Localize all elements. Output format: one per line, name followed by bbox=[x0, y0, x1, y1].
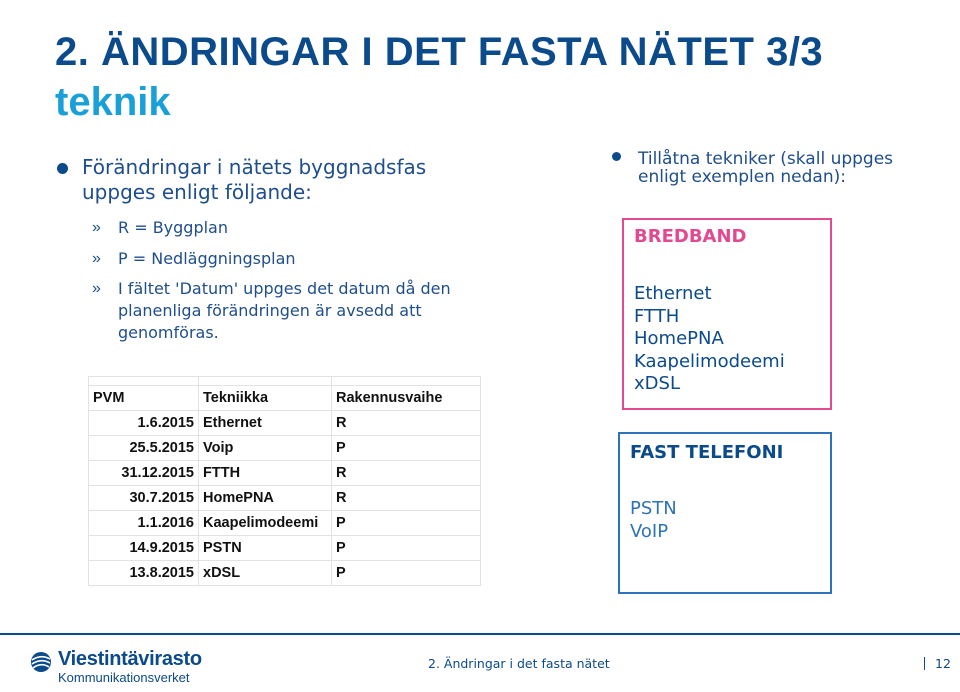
example-spreadsheet bbox=[88, 376, 486, 592]
list-item: VoIP bbox=[630, 520, 669, 542]
right-lead-text: Tillåtna tekniker (skall uppges enligt exemplen nedan): bbox=[638, 149, 894, 187]
table-cell: Kaapelimodeemi bbox=[199, 511, 332, 536]
table-cell: 25.5.2015 bbox=[89, 436, 199, 461]
table-row bbox=[89, 436, 481, 461]
table-cell: R bbox=[332, 411, 481, 436]
list-item-text: I fältet 'Datum' uppges det datum då den planenliga förändringen är avsedd att genomföras. bbox=[118, 279, 451, 342]
table-cell: P bbox=[332, 561, 481, 586]
table-row bbox=[89, 511, 481, 536]
table-cell: HomePNA bbox=[199, 486, 332, 511]
table-cell: 31.12.2015 bbox=[89, 461, 199, 486]
list-item bbox=[92, 248, 512, 270]
table-cell: 30.7.2015 bbox=[89, 486, 199, 511]
table-header-row bbox=[89, 386, 481, 411]
table-cell: P bbox=[332, 436, 481, 461]
table-cell: PSTN bbox=[199, 536, 332, 561]
table-row bbox=[89, 486, 481, 511]
table-row bbox=[89, 411, 481, 436]
footer-section-title: 2. Ändringar i det fasta nätet bbox=[428, 656, 610, 671]
list-item: PSTN bbox=[630, 498, 677, 519]
table-cell: R bbox=[332, 461, 481, 486]
column-header-pvm: PVM bbox=[89, 386, 199, 411]
slide-title: 2. ÄNDRINGAR I DET FASTA NÄTET 3/3 bbox=[55, 30, 824, 74]
bullet-dot-icon bbox=[612, 152, 621, 161]
list-item: Kaapelimodeemi bbox=[634, 350, 785, 372]
fixed-telephony-box bbox=[618, 432, 832, 594]
column-header-tekniikka: Tekniikka bbox=[199, 386, 332, 411]
table-cell: xDSL bbox=[199, 561, 332, 586]
table-cell: 1.6.2015 bbox=[89, 411, 199, 436]
left-lead-text: Förändringar i nätets byggnadsfas uppges enligt följande: bbox=[82, 155, 427, 204]
list-item: Ethernet bbox=[634, 283, 712, 304]
table-cell: FTTH bbox=[199, 461, 332, 486]
list-item bbox=[92, 278, 522, 344]
table-cell: 1.1.2016 bbox=[89, 511, 199, 536]
list-item bbox=[92, 217, 512, 239]
table-cell: P bbox=[332, 511, 481, 536]
chevron-marker-icon: » bbox=[92, 250, 101, 267]
globe-swoosh-icon bbox=[30, 650, 52, 674]
list-item: xDSL bbox=[634, 373, 680, 394]
fixed-telephony-heading: FAST TELEFONI bbox=[630, 442, 784, 463]
logo-name: Viestintävirasto bbox=[58, 648, 202, 670]
table-cell: R bbox=[332, 486, 481, 511]
fixed-telephony-list bbox=[630, 498, 677, 543]
table-row bbox=[89, 561, 481, 586]
footer-separator bbox=[924, 657, 925, 670]
bullet-dot-icon bbox=[57, 163, 68, 174]
table-cell: Ethernet bbox=[199, 411, 332, 436]
chevron-marker-icon: » bbox=[92, 219, 101, 236]
broadband-heading: BREDBAND bbox=[634, 226, 747, 247]
broadband-list bbox=[634, 283, 785, 396]
table-cell: 14.9.2015 bbox=[89, 536, 199, 561]
column-header-rakennusvaihe: Rakennusvaihe bbox=[332, 386, 481, 411]
list-item-text: R = Byggplan bbox=[118, 218, 228, 237]
list-item-text: P = Nedläggningsplan bbox=[118, 249, 296, 268]
page-number: 12 bbox=[935, 656, 951, 671]
table-cell: Voip bbox=[199, 436, 332, 461]
table-cell: 13.8.2015 bbox=[89, 561, 199, 586]
list-item: HomePNA bbox=[634, 328, 724, 349]
footer-divider bbox=[0, 633, 960, 635]
table-cell: P bbox=[332, 536, 481, 561]
list-item: FTTH bbox=[634, 305, 680, 327]
example-table bbox=[88, 376, 481, 586]
slide-subtitle: teknik bbox=[55, 80, 171, 124]
broadband-box bbox=[622, 218, 832, 410]
chevron-marker-icon: » bbox=[92, 280, 101, 297]
logo-subtitle: Kommunikationsverket bbox=[58, 670, 190, 685]
table-row bbox=[89, 461, 481, 486]
table-row bbox=[89, 536, 481, 561]
